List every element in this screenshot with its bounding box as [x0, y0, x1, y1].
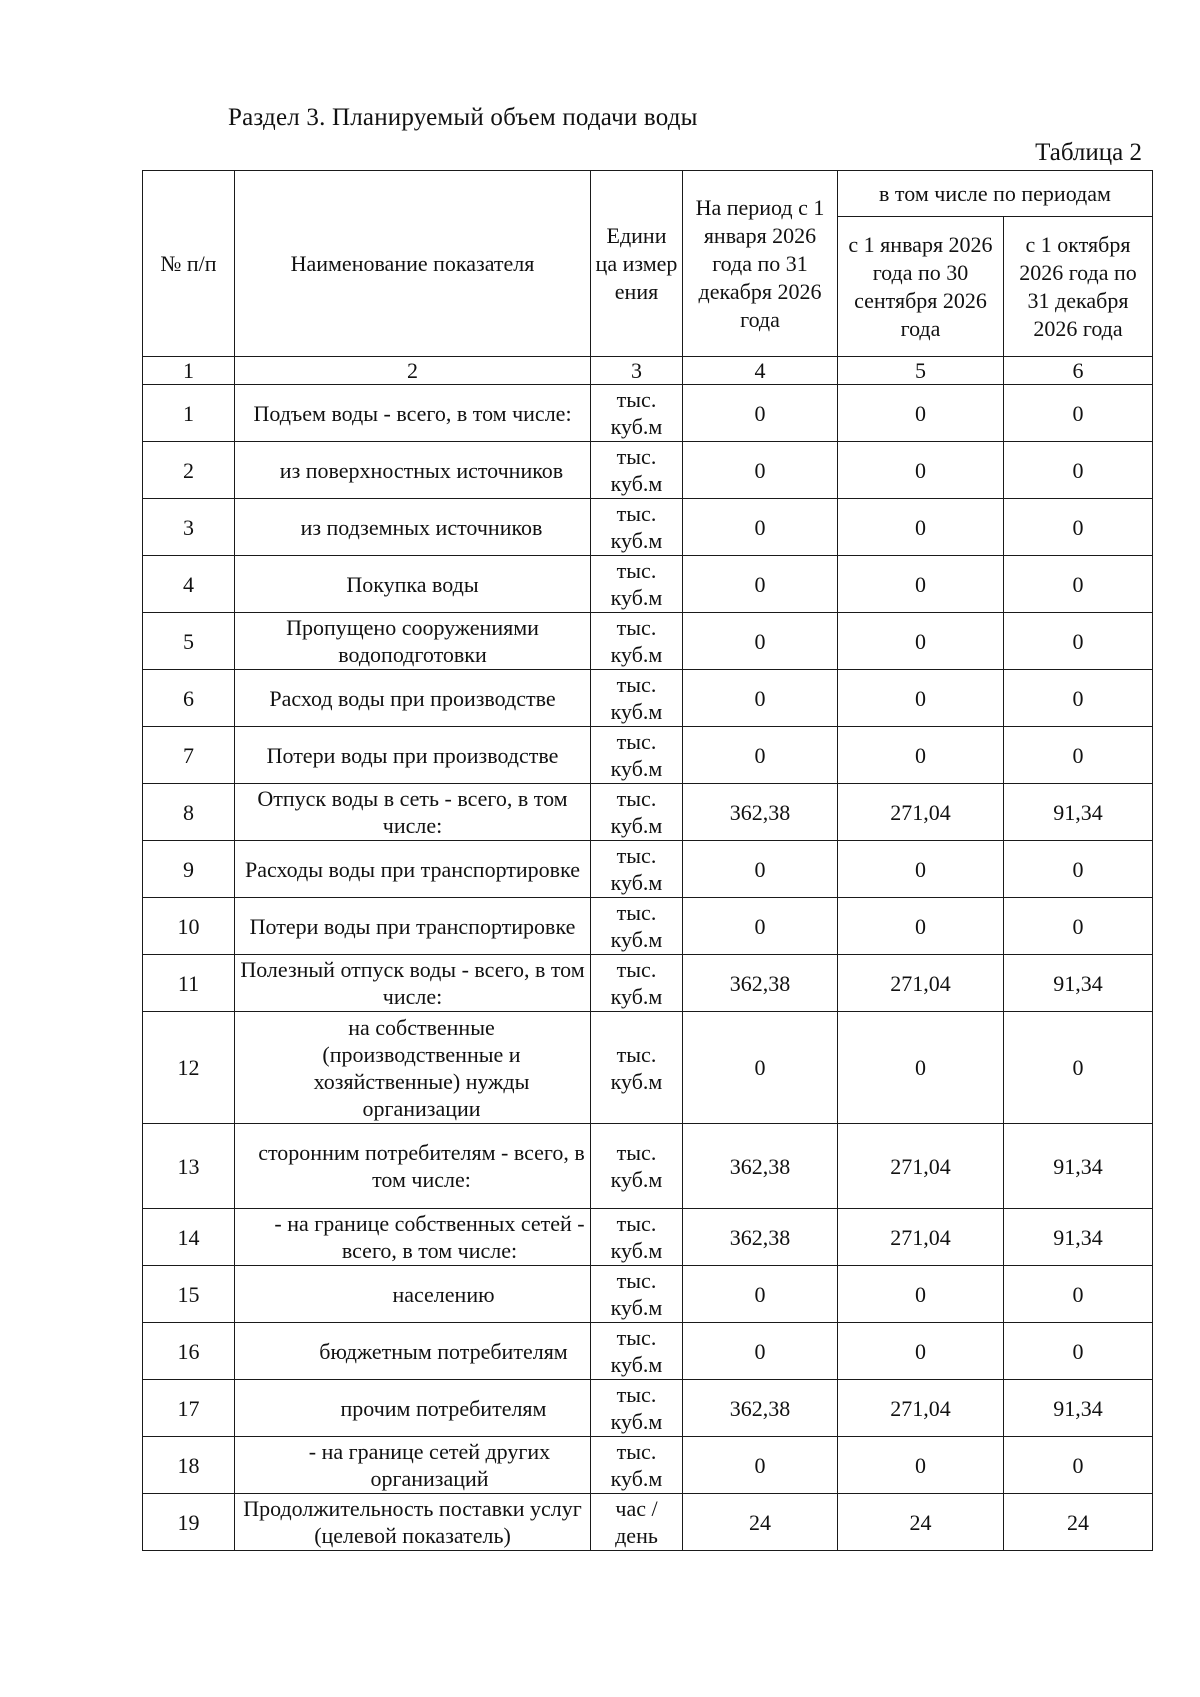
row-unit: тыс. куб.м [591, 784, 683, 841]
row-unit: тыс. куб.м [591, 1266, 683, 1323]
row-unit: тыс. куб.м [591, 1124, 683, 1209]
table-row [143, 727, 1153, 784]
row-number: 14 [143, 1209, 235, 1266]
row-number: 7 [143, 727, 235, 784]
row-period-2: 0 [1004, 499, 1153, 556]
row-total: 0 [683, 499, 838, 556]
row-name: Подъем воды - всего, в том числе: [235, 385, 591, 442]
row-period-2: 0 [1004, 1437, 1153, 1494]
row-unit: час /день [591, 1494, 683, 1551]
row-unit: тыс. куб.м [591, 1012, 683, 1124]
water-supply-table [142, 170, 1153, 1551]
row-period-2: 0 [1004, 727, 1153, 784]
row-name: Потери воды при производстве [235, 727, 591, 784]
row-total: 0 [683, 841, 838, 898]
header-unit: Едини ца измер ения [591, 171, 683, 357]
row-name: на собственные (производственные и хозяйственные) нужды организации [235, 1012, 591, 1124]
column-number: 3 [591, 357, 683, 385]
row-total: 0 [683, 727, 838, 784]
row-period-1: 0 [838, 1266, 1004, 1323]
header-period-2: с 1 октября 2026 года по 31 декабря 2026 года [1004, 217, 1153, 357]
row-period-1: 271,04 [838, 1380, 1004, 1437]
row-unit: тыс. куб.м [591, 556, 683, 613]
row-period-1: 0 [838, 670, 1004, 727]
row-total: 0 [683, 1266, 838, 1323]
row-total: 362,38 [683, 784, 838, 841]
row-number: 18 [143, 1437, 235, 1494]
column-number: 2 [235, 357, 591, 385]
column-numbers-row [143, 357, 1153, 385]
row-total: 0 [683, 898, 838, 955]
row-total: 24 [683, 1494, 838, 1551]
row-number: 4 [143, 556, 235, 613]
row-name: - на границе сетей других организаций [235, 1437, 591, 1494]
header-group: в том числе по периодам [838, 171, 1153, 217]
row-period-2: 0 [1004, 1266, 1153, 1323]
row-number: 3 [143, 499, 235, 556]
row-period-2: 91,34 [1004, 1380, 1153, 1437]
row-name: из подземных источников [235, 499, 591, 556]
row-period-1: 0 [838, 1323, 1004, 1380]
table-row [143, 385, 1153, 442]
row-name: Продолжительность поставки услуг (целевой показатель) [235, 1494, 591, 1551]
row-total: 0 [683, 442, 838, 499]
row-total: 0 [683, 556, 838, 613]
row-name: бюджетным потребителям [235, 1323, 591, 1380]
row-number: 9 [143, 841, 235, 898]
row-total: 0 [683, 670, 838, 727]
row-unit: тыс. куб.м [591, 1380, 683, 1437]
row-name: Отпуск воды в сеть - всего, в том числе: [235, 784, 591, 841]
row-total: 362,38 [683, 955, 838, 1012]
table-row [143, 670, 1153, 727]
row-name: Пропущено сооружениями водоподготовки [235, 613, 591, 670]
row-period-2: 0 [1004, 670, 1153, 727]
table-row [143, 1494, 1153, 1551]
row-number: 2 [143, 442, 235, 499]
table-row [143, 442, 1153, 499]
row-number: 16 [143, 1323, 235, 1380]
row-name: из поверхностных источников [235, 442, 591, 499]
row-total: 362,38 [683, 1124, 838, 1209]
row-period-1: 0 [838, 385, 1004, 442]
row-number: 10 [143, 898, 235, 955]
row-number: 13 [143, 1124, 235, 1209]
table-row [143, 955, 1153, 1012]
row-unit: тыс. куб.м [591, 442, 683, 499]
row-unit: тыс. куб.м [591, 727, 683, 784]
column-number: 4 [683, 357, 838, 385]
row-number: 17 [143, 1380, 235, 1437]
row-period-1: 271,04 [838, 1124, 1004, 1209]
row-period-2: 0 [1004, 1323, 1153, 1380]
row-period-1: 24 [838, 1494, 1004, 1551]
row-period-1: 0 [838, 613, 1004, 670]
row-period-1: 0 [838, 442, 1004, 499]
row-period-1: 0 [838, 556, 1004, 613]
row-unit: тыс. куб.м [591, 670, 683, 727]
row-total: 0 [683, 1012, 838, 1124]
header-num: № п/п [143, 171, 235, 357]
row-period-1: 0 [838, 898, 1004, 955]
table-row [143, 556, 1153, 613]
table-row [143, 1266, 1153, 1323]
row-unit: тыс. куб.м [591, 385, 683, 442]
row-unit: тыс. куб.м [591, 1323, 683, 1380]
column-number: 1 [143, 357, 235, 385]
row-number: 5 [143, 613, 235, 670]
table-row [143, 898, 1153, 955]
table-row [143, 784, 1153, 841]
header-name: Наименование показателя [235, 171, 591, 357]
row-name: Полезный отпуск воды - всего, в том числе: [235, 955, 591, 1012]
table-row [143, 499, 1153, 556]
row-period-2: 0 [1004, 442, 1153, 499]
row-period-1: 0 [838, 727, 1004, 784]
row-name: Покупка воды [235, 556, 591, 613]
row-total: 0 [683, 1323, 838, 1380]
row-period-2: 0 [1004, 613, 1153, 670]
header-period-1: с 1 января 2026 года по 30 сентября 2026 года [838, 217, 1004, 357]
row-period-1: 271,04 [838, 955, 1004, 1012]
row-period-2: 91,34 [1004, 784, 1153, 841]
row-name: населению [235, 1266, 591, 1323]
table-row [143, 1209, 1153, 1266]
row-unit: тыс. куб.м [591, 1209, 683, 1266]
table-row [143, 1012, 1153, 1124]
row-period-2: 24 [1004, 1494, 1153, 1551]
table-row [143, 1323, 1153, 1380]
row-period-2: 0 [1004, 556, 1153, 613]
row-number: 19 [143, 1494, 235, 1551]
table-row [143, 841, 1153, 898]
row-name: Расход воды при производстве [235, 670, 591, 727]
row-name: Расходы воды при транспортировке [235, 841, 591, 898]
row-number: 11 [143, 955, 235, 1012]
table-row [143, 613, 1153, 670]
row-period-1: 0 [838, 841, 1004, 898]
row-period-1: 271,04 [838, 784, 1004, 841]
row-period-2: 0 [1004, 841, 1153, 898]
row-period-2: 0 [1004, 1012, 1153, 1124]
row-number: 1 [143, 385, 235, 442]
row-name: прочим потребителям [235, 1380, 591, 1437]
column-number: 6 [1004, 357, 1153, 385]
row-total: 0 [683, 1437, 838, 1494]
row-total: 0 [683, 613, 838, 670]
row-unit: тыс. куб.м [591, 613, 683, 670]
row-period-1: 271,04 [838, 1209, 1004, 1266]
row-number: 15 [143, 1266, 235, 1323]
row-period-1: 0 [838, 1012, 1004, 1124]
table-row [143, 1124, 1153, 1209]
row-total: 0 [683, 385, 838, 442]
row-period-2: 0 [1004, 898, 1153, 955]
row-unit: тыс. куб.м [591, 955, 683, 1012]
row-name: - на границе собственных сетей - всего, в том числе: [235, 1209, 591, 1266]
table-row [143, 1437, 1153, 1494]
row-period-1: 0 [838, 1437, 1004, 1494]
row-total: 362,38 [683, 1380, 838, 1437]
row-unit: тыс. куб.м [591, 499, 683, 556]
row-period-1: 0 [838, 499, 1004, 556]
row-period-2: 91,34 [1004, 1124, 1153, 1209]
row-period-2: 91,34 [1004, 955, 1153, 1012]
row-period-2: 91,34 [1004, 1209, 1153, 1266]
column-number: 5 [838, 357, 1004, 385]
table-label: Таблица 2 [1035, 139, 1142, 166]
row-number: 12 [143, 1012, 235, 1124]
row-total: 362,38 [683, 1209, 838, 1266]
row-number: 6 [143, 670, 235, 727]
header-period-total: На период с 1 января 2026 года по 31 декабря 2026 года [683, 171, 838, 357]
table-row [143, 1380, 1153, 1437]
row-unit: тыс. куб.м [591, 1437, 683, 1494]
row-unit: тыс. куб.м [591, 841, 683, 898]
row-period-2: 0 [1004, 385, 1153, 442]
section-heading: Раздел 3. Планируемый объем подачи воды [228, 104, 698, 131]
row-name: Потери воды при транспортировке [235, 898, 591, 955]
row-number: 8 [143, 784, 235, 841]
row-name: сторонним потребителям - всего, в том числе: [235, 1124, 591, 1209]
row-unit: тыс. куб.м [591, 898, 683, 955]
